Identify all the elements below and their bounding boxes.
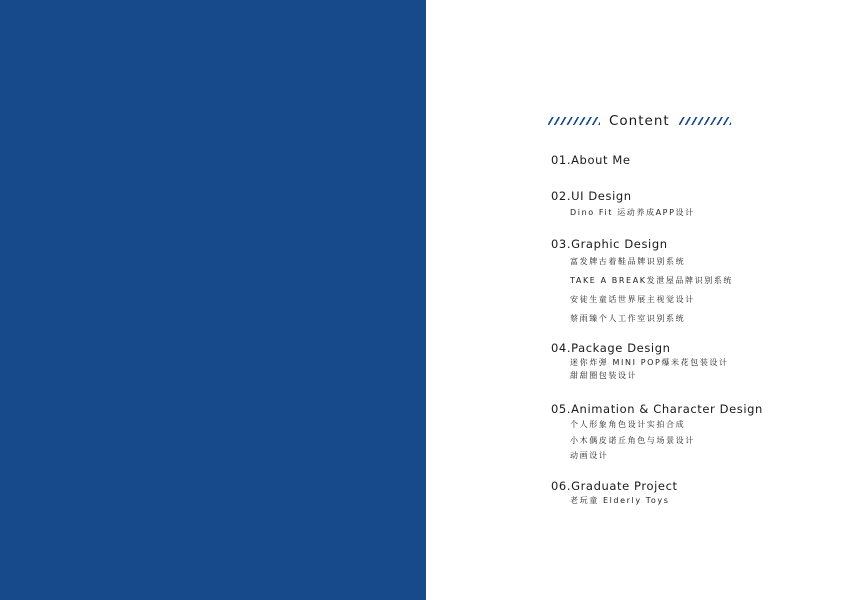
- section-item: TAKE A BREAK发泄屋品牌识别系统: [570, 276, 734, 285]
- section-title: 03.Graphic Design: [551, 237, 668, 251]
- section-item: 老玩童 Elderly Toys: [570, 496, 670, 505]
- section-item: 迷你炸弹 MINI POP爆米花包装设计: [570, 358, 729, 367]
- section-about-me: [551, 153, 631, 168]
- section-item: 个人形象角色设计实拍合成: [570, 420, 686, 429]
- section-graphic-design: [551, 237, 733, 328]
- contents-heading: [548, 111, 731, 131]
- section-package-design: [551, 341, 729, 382]
- section-item: 动画设计: [570, 451, 609, 460]
- section-item: 富发牌古着鞋品牌识别系统: [570, 257, 686, 266]
- section-item: 安徒生童话世界展主视觉设计: [570, 295, 695, 304]
- section-item: 小木偶皮诺丘角色与场景设计: [570, 435, 695, 445]
- contents-title: Content: [609, 113, 670, 129]
- hatch-decoration-right: [679, 117, 731, 125]
- section-item: 蔡雨臻个人工作室识别系统: [570, 314, 686, 323]
- section-title: 04.Package Design: [551, 341, 671, 355]
- section-graduate-project: [551, 479, 678, 508]
- section-item: 甜甜圈包装设计: [570, 371, 638, 380]
- section-item: Dino Fit 运动养成APP设计: [570, 208, 695, 217]
- section-animation-character-design: [551, 402, 763, 464]
- section-title: 01.About Me: [551, 153, 631, 167]
- hatch-decoration-left: [548, 117, 600, 125]
- section-ui-design: [551, 189, 695, 220]
- section-title: 02.UI Design: [551, 189, 632, 203]
- section-title: 06.Graduate Project: [551, 479, 678, 493]
- section-title: 05.Animation & Character Design: [551, 402, 763, 416]
